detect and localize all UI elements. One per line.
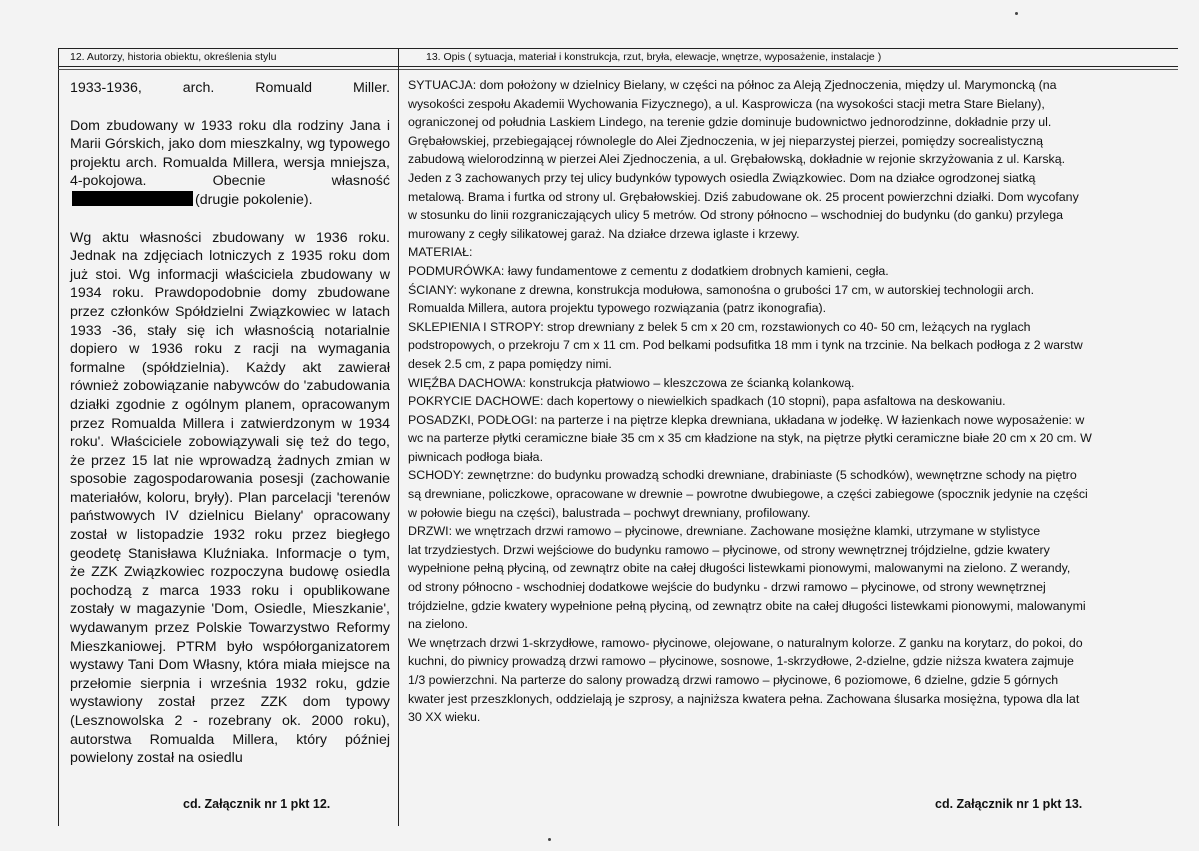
redaction-block <box>72 191 193 206</box>
description-line: SCHODY: zewnętrzne: do budynku prowadzą schodki drewniane, drabiniaste (5 schodków), wewnętrzne schody na piętro <box>408 468 1077 483</box>
header-divider-secondary <box>58 69 1178 70</box>
scan-speck <box>1015 12 1018 15</box>
description-line: ograniczonej od południa Laskiem Lindego, na terenie gdzie dominuje budownictwo jednorodzinne, dokładnie przy ul. <box>408 115 1052 130</box>
left-continuation-note: cd. Załącznik nr 1 pkt 12. <box>183 797 331 811</box>
description-line: są drewniane, policzkowe, opracowane w drewnie – powrotne dwubiegowe, a części zabiegowe (spocznik jedynie na części <box>408 487 1088 502</box>
description-line: murowany z cegły silikatowej garaż. Na działce drzewa iglaste i krzewy. <box>408 226 800 241</box>
description-line: Romualda Millera, autora projektu typowego rozwiązania (patrz ikonografia). <box>408 301 827 316</box>
description-line: wc na parterze płytki ceramiczne białe 35 cm x 35 cm kładzione na styk, na piętrze płytki ceramiczne białe 20 cm x 20 cm. W <box>408 431 1092 446</box>
section-13-header: 13. Opis ( sytuacja, materiał i konstrukcja, rzut, bryła, elewacje, wnętrze, wyposażenie, instalacje ) <box>426 51 882 63</box>
description-line: zabudową wielorodzinną w pierzei Alei Zjednoczenia, a ul. Grębałowską, dokładnie w rejonie skrzyżowania z ul. Karską. <box>408 152 1066 167</box>
architect-last-name: Miller. <box>352 80 390 96</box>
description-line: piwnicach podłoga biała. <box>408 449 544 464</box>
description-column <box>408 76 1168 727</box>
description-line: We wnętrzach drzwi 1-skrzydłowe, ramowo- płycinowe, olejowane, o naturalnym kolorze. Z ganku na korytarz, do pokoi, do <box>408 635 1083 650</box>
description-line: w połowie biegu na części), balustrada – pochwyt drewniany, profilowany. <box>408 505 811 520</box>
history-paragraph-1: Dom zbudowany w 1933 roku dla rodziny Jana i Marii Górskich, jako dom mieszkalny, wg typowego projektu arch. Romualda Millera, wersja mniejsza, 4-pokojowa. Obecnie własność (drugie pokolenie). <box>70 117 390 208</box>
description-line: SYTUACJA: dom położony w dzielnicy Bielany, w części na północ za Aleją Zjednoczenia, między ul. Marymoncką (na <box>408 78 1057 92</box>
arch-label: arch. <box>182 80 215 96</box>
dating-line <box>70 79 390 98</box>
description-line: podstropowych, o przekroju 7 cm x 11 cm. Pod belkami podsufitka 18 mm i tynk na trzcinie. Na belkach podłoga z 2 warstw <box>408 338 1083 353</box>
section-12-header: 12. Autorzy, historia obiektu, określenia stylu <box>70 51 277 63</box>
authors-history-column <box>70 78 390 768</box>
description-line: ŚCIANY: wykonane z drewna, konstrukcja modułowa, samonośna o grubości 17 cm, w autorskiej technologii arch. <box>408 282 1035 297</box>
architect-first-name: Romuald <box>255 80 312 96</box>
description-line: WIĘŹBA DACHOWA: konstrukcja płatwiowo – kleszczowa ze ścianką kolankową. <box>408 375 855 390</box>
history-paragraph-2: Wg aktu własności zbudowany w 1936 roku. Jednak na zdjęciach lotniczych z 1935 roku dom już stoi. Wg informacji właściciela zbudowany w 1934 roku. Prawdopodobnie domy zbudowane przez członków Spółdzielni Związkowiec w latach 1933 -36, stały się ich własnością notarialnie dopiero w 1936 roku z racji na wymagania formalne (spółdzielnia). Każdy akt zawierał również zobowiązanie nabywców do 'zabudowania działki zgodnie z ogólnym planem, opracowanym przez Romualda Millera i zatwierdzonym w 1934 roku'. Właściciele zobowiązywali się też do tego, że przez 15 lat nie wprowadzą żadnych zmian w sposobie zagospodarowania posesji (zachowanie materiałów, koloru, bryły). Plan parcelacji 'terenów państwowych IV dzielnicu Bielany' opracowany został w listopadzie 1932 roku przez biegłego geodetę Stanisława Kluźniaka. Informacje o tym, że ZZK Związkowiec rozpoczyna budowę osiedla pochodzą z marca 1933 roku i opublikowane zostały w magazynie 'Dom, Osiedle, Mieszkanie', wydawanym przez Polskie Towarzystwo Reformy Mieszkaniowej. PTRM było współorganizatorem wystawy Tani Dom Własny, która miała miejsce na przełomie sierpnia i września 1932 roku, gdzie wystawiony został przez ZZK dom typowy (Lesznowolska 2 - rozebrany ok. 2000 roku), autorstwa Romualda Millera, który później powielony został na osiedlu <box>70 229 390 767</box>
description-line: trójdzielne, gdzie kwatery wypełnione pełną płyciną, od zewnątrz obite na całej długości listewkami pionowymi, malowanymi <box>408 598 1086 613</box>
description-line: wysokości zespołu Akademii Wychowania Fizycznego), a ul. Kasprowicza (na wysokości stacji metra Stare Bielany), <box>408 96 1045 111</box>
right-continuation-note: cd. Załącznik nr 1 pkt 13. <box>935 797 1083 811</box>
description-line: w stosunku do linii rozgraniczających ulicy 5 metrów. Od strony północno – wschodniej do budynku (do ganku) przylega <box>408 208 1063 223</box>
description-line: lat trzydziestych. Drzwi wejściowe do budynku ramowo – płycinowe, od strony wewnętrznej trójdzielne, gdzie kwatery <box>408 542 1050 557</box>
date-range: 1933-1936, <box>70 80 142 96</box>
description-line: kuchni, do piwnicy prowadzą drzwi ramowo – płycinowe, sosnowe, 1-skrzydłowe, 2-dzielne, gdzie niższa kwatera zajmuje <box>408 654 1074 669</box>
description-line: Grębałowskiej, przebiegającej równolegle do Alei Zjednoczenia, w jej nieparzystej pierzei, pomiędzy socrealistyczną <box>408 133 1043 148</box>
description-line: POKRYCIE DACHOWE: dach kopertowy o niewielkich spadkach (10 stopni), papa asfaltowa na deskowaniu. <box>408 394 1006 409</box>
description-line: desek 2.5 cm, z papa pomiędzy nimi. <box>408 356 612 371</box>
description-line: 30 XX wieku. <box>408 710 481 725</box>
description-line: SKLEPIENIA I STROPY: strop drewniany z belek 5 cm x 20 cm, rozstawionych co 40- 50 cm, leżących na ryglach <box>408 319 1031 334</box>
description-line: wypełnione pełną płyciną, od zewnątrz obite na całej długości listewkami pionowymi, malowanymi na zielono. Z werandy, <box>408 561 1071 576</box>
column-divider <box>398 48 399 826</box>
description-line: MATERIAŁ: <box>408 245 473 260</box>
description-line: Jeden z 3 zachowanych przy tej ulicy budynków typowych osiedla Związkowiec. Dom na działce ogrodzonej siatką <box>408 170 1036 185</box>
description-line: 1/3 powierzchni. Na parterze do salony prowadzą drzwi ramowo – płycinowe, 6 poziomowe, 6 dzielne, gdzie 5 górnych <box>408 673 1059 687</box>
description-line: kwater jest przeszklonych, oddzielają je szprosy, a najniższa kwatera pełna. Zachowana ślusarka mosiężna, typowa dla lat <box>408 691 1080 706</box>
description-line: metalową. Brama i furtka od strony ul. Grębałowskiej. Dziś zabudowane ok. 25 procent powierzchni działki. Dom wycofany <box>408 189 1079 204</box>
scan-speck <box>548 838 551 841</box>
description-line: na zielono. <box>408 617 468 632</box>
description-line: od strony północno - wschodniej dodatkowe wejście do budynku - drzwi ramowo – płycinowe, od strony wewnętrznej <box>408 580 1046 595</box>
description-line: POSADZKI, PODŁOGI: na parterze i na piętrze klepka drewniana, układana w jodełkę. W łazienkach nowe wyposażenie: w <box>408 412 1085 427</box>
description-line: PODMURÓWKA: ławy fundamentowe z cementu z dodatkiem drobnych kamieni, cegła. <box>408 263 889 278</box>
description-line: DRZWI: we wnętrzach drzwi ramowo – płycinowe, drewniane. Zachowane mosiężne klamki, utrzymane w stylistyce <box>408 524 1041 539</box>
header-divider <box>58 66 1178 67</box>
